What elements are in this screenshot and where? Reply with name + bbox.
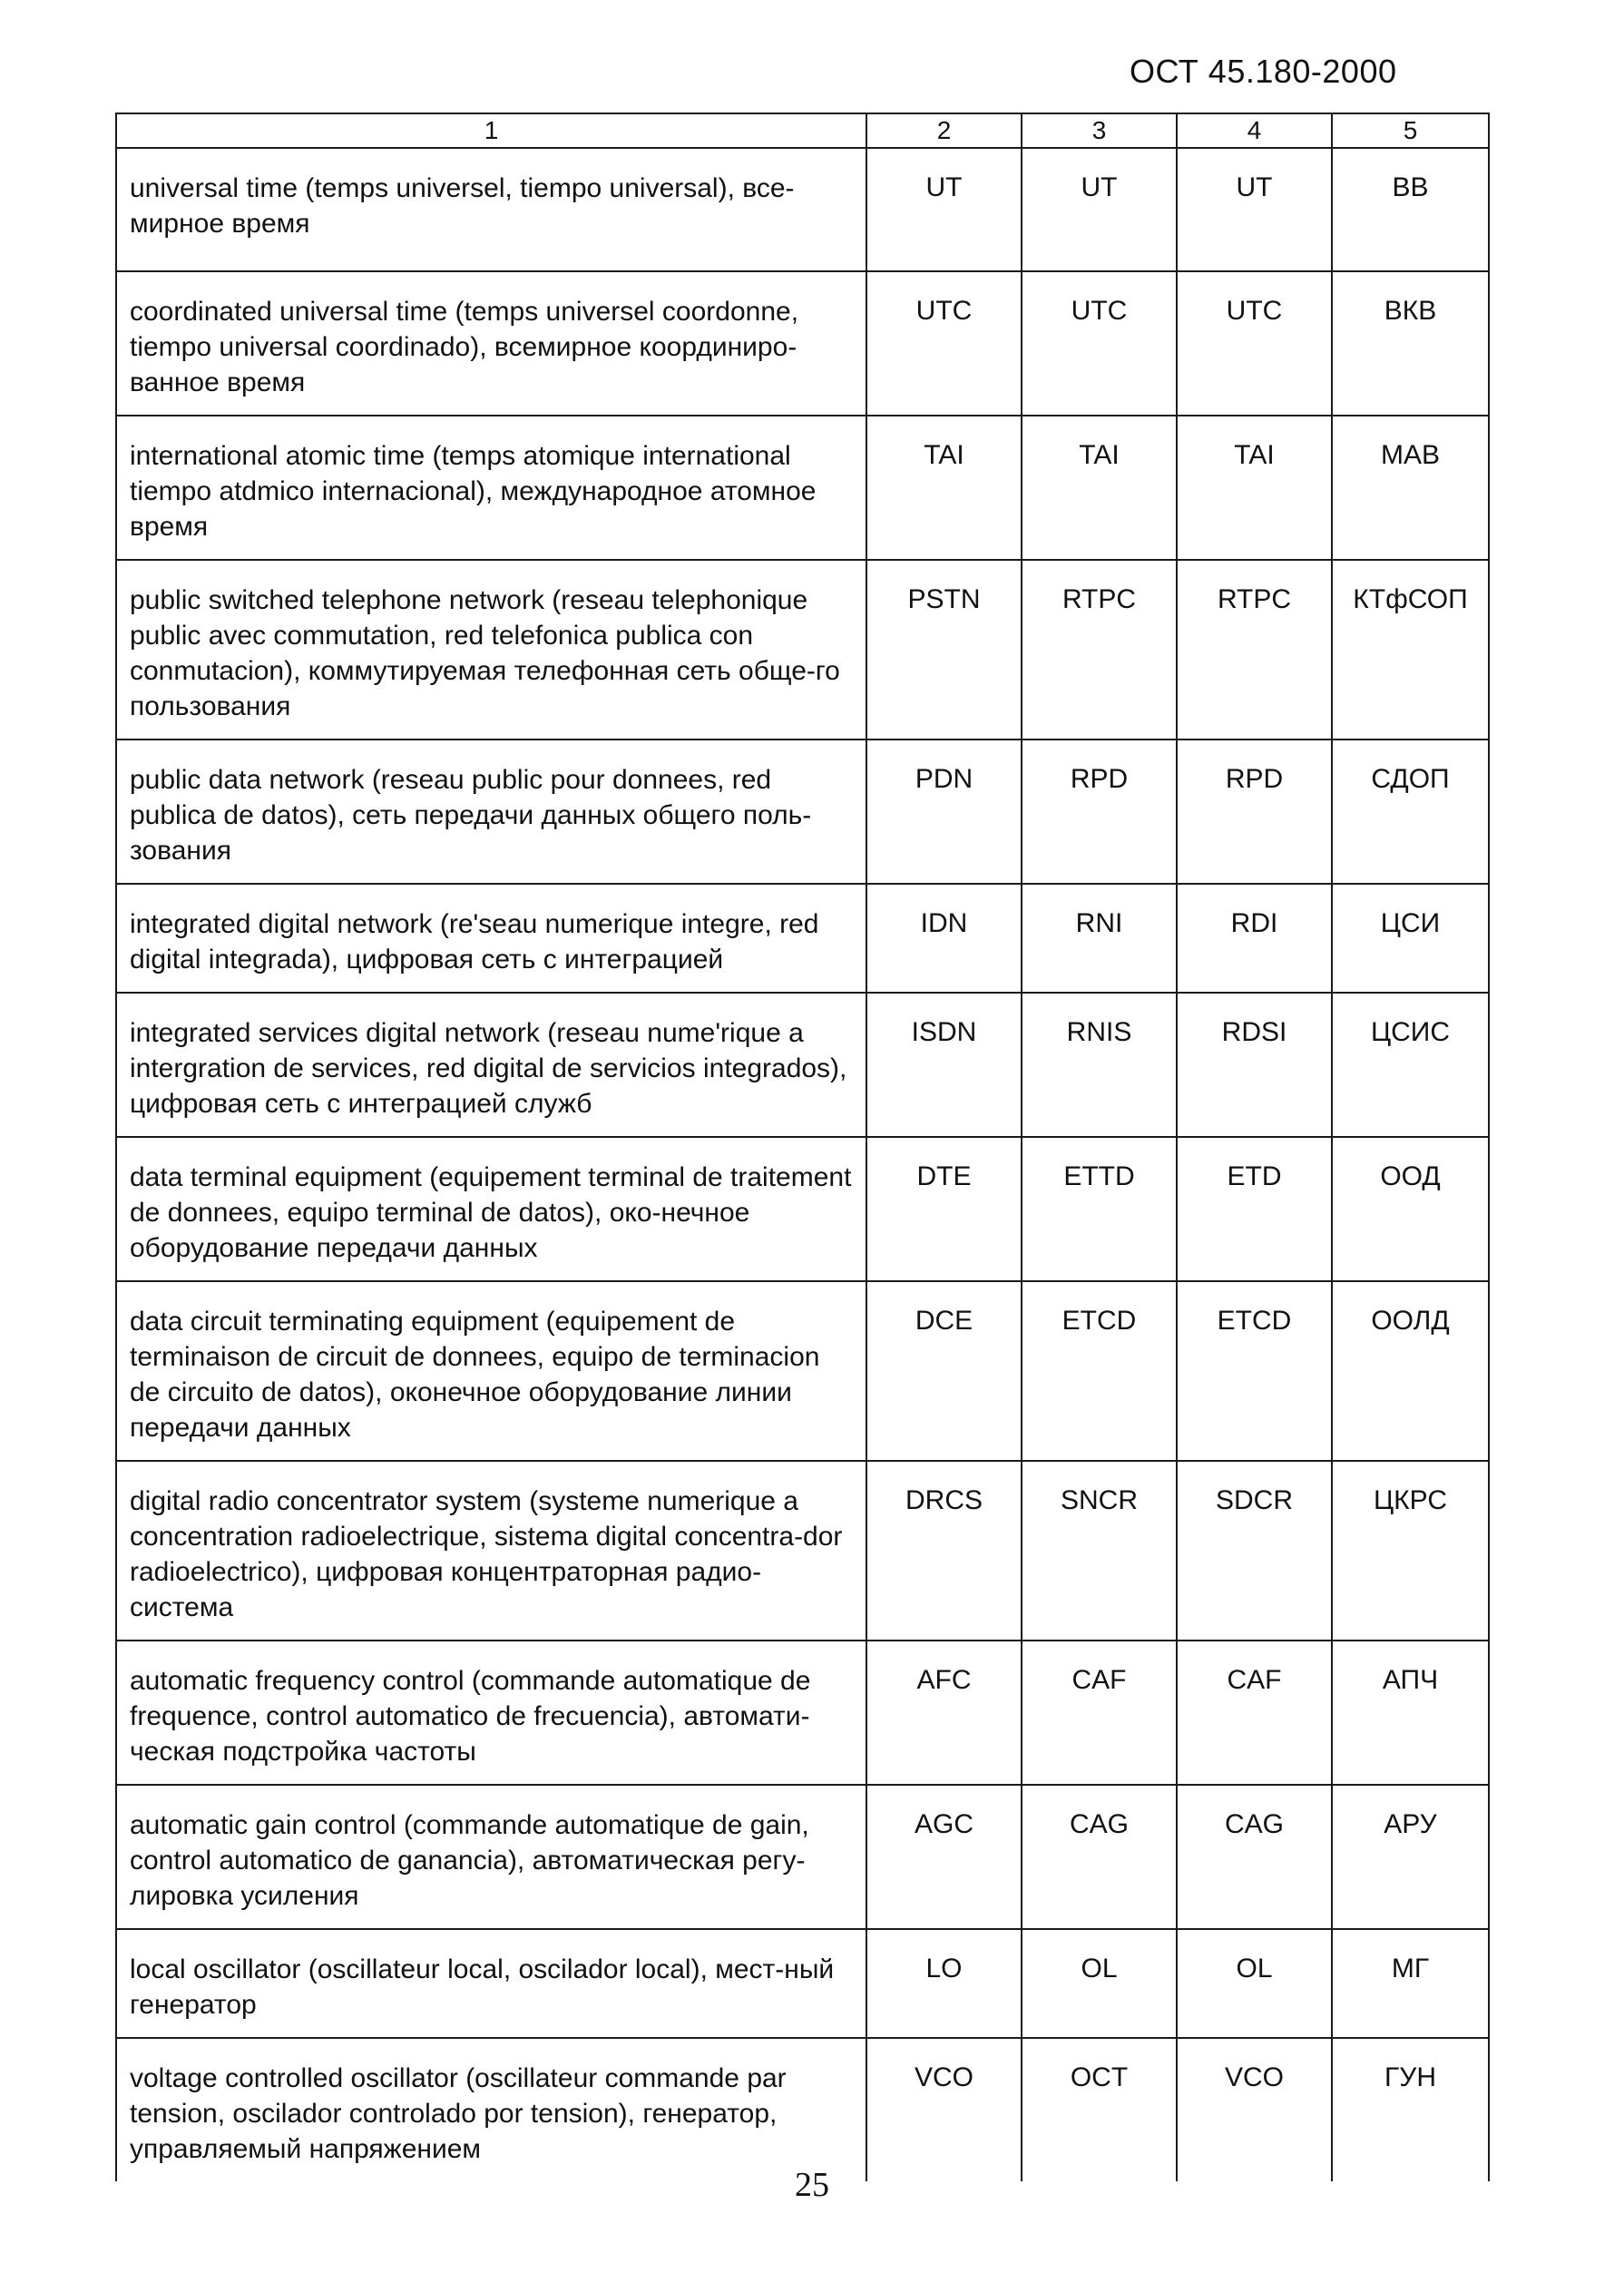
term-cell: voltage controlled oscillator (oscillateur commande par tension, oscilador controlado por tension), генератор, управляемый напряжением bbox=[116, 2038, 866, 2181]
abbr-cell-col2: LO bbox=[866, 1929, 1022, 2038]
abbr-cell-col3: RNIS bbox=[1022, 993, 1177, 1137]
abbr-cell-col2: VCO bbox=[866, 2038, 1022, 2181]
table-row bbox=[116, 271, 1489, 416]
abbr-cell-col2: IDN bbox=[866, 884, 1022, 993]
table-row bbox=[116, 2038, 1489, 2181]
abbr-cell-col4: UTC bbox=[1177, 271, 1332, 416]
term-cell: public data network (reseau public pour donnees, red publica de datos), сеть передачи данных общего поль-зования bbox=[116, 740, 866, 884]
abbr-cell-col5: ВВ bbox=[1332, 148, 1489, 271]
column-header: 5 bbox=[1332, 113, 1489, 148]
column-header: 4 bbox=[1177, 113, 1332, 148]
table-row bbox=[116, 1137, 1489, 1281]
abbr-cell-col5: ЦСИС bbox=[1332, 993, 1489, 1137]
abbr-cell-col3: CAF bbox=[1022, 1641, 1177, 1785]
term-cell: international atomic time (temps atomique international tiempo atdmico internacional), международное атомное время bbox=[116, 416, 866, 560]
abbr-cell-col3: OCT bbox=[1022, 2038, 1177, 2181]
abbr-cell-col4: RTPC bbox=[1177, 560, 1332, 740]
table-row bbox=[116, 1929, 1489, 2038]
abbr-cell-col4: CAG bbox=[1177, 1785, 1332, 1929]
column-header: 3 bbox=[1022, 113, 1177, 148]
abbr-cell-col4: RDI bbox=[1177, 884, 1332, 993]
abbr-cell-col5: АРУ bbox=[1332, 1785, 1489, 1929]
abbr-cell-col3: UT bbox=[1022, 148, 1177, 271]
abbr-cell-col4: ETD bbox=[1177, 1137, 1332, 1281]
abbr-cell-col2: AGC bbox=[866, 1785, 1022, 1929]
abbr-cell-col2: AFC bbox=[866, 1641, 1022, 1785]
abbr-cell-col3: RPD bbox=[1022, 740, 1177, 884]
abbr-cell-col2: TAI bbox=[866, 416, 1022, 560]
abbr-cell-col4: VCO bbox=[1177, 2038, 1332, 2181]
table-row bbox=[116, 740, 1489, 884]
document-code: ОСТ 45.180-2000 bbox=[1130, 53, 1397, 90]
abbr-cell-col2: ISDN bbox=[866, 993, 1022, 1137]
abbr-cell-col5: АПЧ bbox=[1332, 1641, 1489, 1785]
abbr-cell-col5: ЦСИ bbox=[1332, 884, 1489, 993]
abbr-cell-col5: ООЛД bbox=[1332, 1281, 1489, 1461]
term-cell: local oscillator (oscillateur local, oscilador local), мест-ный генератор bbox=[116, 1929, 866, 2038]
term-cell: automatic frequency control (commande automatique de frequence, control automatico de frecuencia), автомати-ческая подстройка частоты bbox=[116, 1641, 866, 1785]
abbr-cell-col5: МГ bbox=[1332, 1929, 1489, 2038]
abbr-cell-col2: DTE bbox=[866, 1137, 1022, 1281]
term-cell: coordinated universal time (temps universel coordonne, tiempo universal coordinado), всемирное координиро-ванное время bbox=[116, 271, 866, 416]
term-cell: data terminal equipment (equipement terminal de traitement de donnees, equipo terminal de datos), око-нечное оборудование передачи данных bbox=[116, 1137, 866, 1281]
abbr-cell-col2: DRCS bbox=[866, 1461, 1022, 1641]
abbr-cell-col4: UT bbox=[1177, 148, 1332, 271]
abbreviation-table bbox=[115, 113, 1490, 2181]
abbr-cell-col4: RPD bbox=[1177, 740, 1332, 884]
abbr-cell-col3: CAG bbox=[1022, 1785, 1177, 1929]
table-row bbox=[116, 560, 1489, 740]
abbr-cell-col5: ВКВ bbox=[1332, 271, 1489, 416]
term-cell: universal time (temps universel, tiempo universal), все-мирное время bbox=[116, 148, 866, 271]
table-row bbox=[116, 148, 1489, 271]
abbr-cell-col3: RTPC bbox=[1022, 560, 1177, 740]
abbr-cell-col2: PSTN bbox=[866, 560, 1022, 740]
table-row bbox=[116, 1461, 1489, 1641]
abbr-cell-col3: ETTD bbox=[1022, 1137, 1177, 1281]
abbr-cell-col5: СДОП bbox=[1332, 740, 1489, 884]
abbr-cell-col4: RDSI bbox=[1177, 993, 1332, 1137]
abbr-cell-col5: КТфСОП bbox=[1332, 560, 1489, 740]
abbr-cell-col3: RNI bbox=[1022, 884, 1177, 993]
abbr-cell-col5: МАВ bbox=[1332, 416, 1489, 560]
table-row bbox=[116, 1641, 1489, 1785]
abbr-cell-col5: ЦКРС bbox=[1332, 1461, 1489, 1641]
table-row bbox=[116, 1785, 1489, 1929]
column-header: 2 bbox=[866, 113, 1022, 148]
table-row bbox=[116, 884, 1489, 993]
abbr-cell-col3: TAI bbox=[1022, 416, 1177, 560]
abbr-cell-col4: OL bbox=[1177, 1929, 1332, 2038]
abbr-cell-col2: UT bbox=[866, 148, 1022, 271]
table-row bbox=[116, 1281, 1489, 1461]
abbr-cell-col3: OL bbox=[1022, 1929, 1177, 2038]
table-row bbox=[116, 993, 1489, 1137]
abbr-cell-col4: SDCR bbox=[1177, 1461, 1332, 1641]
abbr-cell-col5: ООД bbox=[1332, 1137, 1489, 1281]
table-header-row bbox=[116, 113, 1489, 148]
term-cell: integrated services digital network (reseau nume'rique a intergration de services, red digital de servicios integrados), цифровая сеть с интеграцией служб bbox=[116, 993, 866, 1137]
abbr-cell-col3: SNCR bbox=[1022, 1461, 1177, 1641]
abbr-cell-col3: ETCD bbox=[1022, 1281, 1177, 1461]
term-cell: public switched telephone network (reseau telephonique public avec commutation, red telefonica publica con conmutacion), коммутируемая телефонная сеть обще-го пользования bbox=[116, 560, 866, 740]
term-cell: data circuit terminating equipment (equipement de terminaison de circuit de donnees, equipo de terminacion de circuito de datos), оконечное оборудование линии передачи данных bbox=[116, 1281, 866, 1461]
term-cell: integrated digital network (re'seau numerique integre, red digital integrada), цифровая сеть с интеграцией bbox=[116, 884, 866, 993]
abbr-cell-col5: ГУН bbox=[1332, 2038, 1489, 2181]
abbr-cell-col4: CAF bbox=[1177, 1641, 1332, 1785]
abbr-cell-col2: UTC bbox=[866, 271, 1022, 416]
column-header: 1 bbox=[116, 113, 866, 148]
abbr-cell-col4: ETCD bbox=[1177, 1281, 1332, 1461]
abbr-cell-col2: PDN bbox=[866, 740, 1022, 884]
abbr-cell-col4: TAI bbox=[1177, 416, 1332, 560]
abbr-cell-col3: UTC bbox=[1022, 271, 1177, 416]
abbr-cell-col2: DCE bbox=[866, 1281, 1022, 1461]
table-row bbox=[116, 416, 1489, 560]
page-number: 25 bbox=[795, 2166, 829, 2204]
term-cell: digital radio concentrator system (systeme numerique a concentration radioelectrique, sistema digital concentra-dor radioelectrico), цифровая концентраторная радио-система bbox=[116, 1461, 866, 1641]
term-cell: automatic gain control (commande automatique de gain, control automatico de ganancia), автоматическая регу-лировка усиления bbox=[116, 1785, 866, 1929]
